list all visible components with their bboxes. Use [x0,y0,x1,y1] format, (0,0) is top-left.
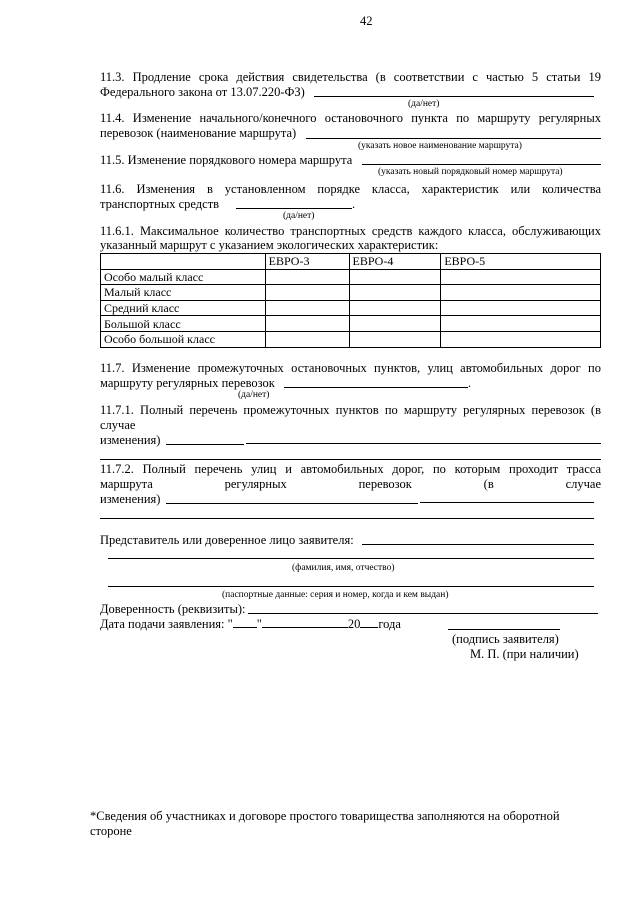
section-11-7-line2-end: . [468,376,472,390]
table-row-label: Особо малый класс [101,269,266,285]
table-input-cell[interactable] [441,331,601,347]
footnote-line1: *Сведения об участниках и договоре простого товарищества заполняются на оборотной [90,809,560,823]
section-11-7-2-field-extra[interactable] [100,518,594,519]
table-row [101,285,601,301]
proxy-label: Доверенность (реквизиты): [100,602,246,616]
table-row [101,300,601,316]
page-number: 42 [360,14,373,28]
date-label-text: Дата подачи заявления: " [100,617,233,631]
section-11-3-line1: 11.3. Продление срока действия свидетельства (в соответствии с частью 5 статьи 19 [100,70,601,84]
table-input-cell[interactable] [349,300,441,316]
section-11-6-line1: 11.6. Изменения в установленном порядке класса, характеристик или количества [100,182,601,196]
stamp-hint: М. П. (при наличии) [470,647,579,661]
section-11-7-1-line1: 11.7.1. Полный перечень промежуточных пунктов по маршруту регулярных перевозок (в [100,403,601,417]
table-input-cell[interactable] [441,300,601,316]
fio-hint: (фамилия, имя, отчество) [292,563,395,573]
section-11-3-hint: (да/нет) [408,99,440,109]
table-header-cell [101,254,266,270]
table-input-cell[interactable] [349,331,441,347]
table-input-cell[interactable] [349,285,441,301]
proxy-field[interactable] [248,613,598,614]
applicant-signature-field[interactable] [448,629,560,630]
section-11-3-line2: Федерального закона от 13.07.220-ФЗ) [100,85,305,99]
section-11-6-1-line1: 11.6.1. Максимальное количество транспортных средств каждого класса, обслуживающих [100,224,601,238]
section-11-7-2-field-end[interactable] [420,502,594,503]
signature-hint: (подпись заявителя) [452,632,559,646]
table-input-cell[interactable] [441,269,601,285]
date-year-field[interactable] [360,617,378,628]
table-input-cell[interactable] [349,269,441,285]
section-11-5-hint: (указать новый порядковый номер маршрута) [378,167,563,177]
date-century: 20 [347,617,361,631]
section-11-5-line1: 11.5. Изменение порядкового номера маршрута [100,153,353,167]
section-11-7-1-field[interactable] [246,443,601,444]
table-input-cell[interactable] [265,285,349,301]
table-row [101,316,601,332]
table-input-cell[interactable] [441,316,601,332]
table-row-label: Малый класс [101,285,266,301]
table-input-cell[interactable] [441,285,601,301]
section-11-7-1-field-short[interactable] [166,444,244,445]
section-11-3-answer-field[interactable] [314,96,594,97]
vehicle-class-table [100,253,601,348]
section-11-7-1-line2: случае [100,418,136,432]
date-day-field[interactable] [233,617,257,628]
representative-label: Представитель или доверенное лицо заявителя: [100,533,354,547]
section-11-4-line2: перевозок (наименование маршрута) [100,126,297,140]
section-11-6-answer-field[interactable] [236,208,352,209]
table-row-label: Средний класс [101,300,266,316]
section-11-7-2-line1: 11.7.2. Полный перечень улиц и автомобильных дорог, по которым проходит трасса [100,462,601,476]
date-month-field[interactable] [262,617,348,628]
section-11-7-2-field[interactable] [166,503,418,504]
section-11-4-line1: 11.4. Изменение начального/конечного остановочного пункта по маршруту регулярных [100,111,601,125]
representative-fio-field[interactable] [108,558,594,559]
table-input-cell[interactable] [265,316,349,332]
section-11-7-hint: (да/нет) [238,390,270,400]
table-row [101,269,601,285]
table-header-row [101,254,601,270]
section-11-6-1-line2: указанный маршрут с указанием экологических характеристик: [100,238,439,252]
section-11-6-line2: транспортных средств [100,197,220,211]
table-input-cell[interactable] [349,316,441,332]
table-row-label: Особо большой класс [101,331,266,347]
table-input-cell[interactable] [265,269,349,285]
section-11-4-route-name-field[interactable] [306,138,601,139]
table-input-cell[interactable] [265,331,349,347]
representative-field[interactable] [362,544,594,545]
section-11-7-1-line3: изменения) [100,433,161,447]
section-11-6-hint: (да/нет) [283,211,315,221]
date-year-word: года [378,617,401,631]
passport-hint: (паспортные данные: серия и номер, когда и кем выдан) [222,590,449,600]
section-11-5-route-number-field[interactable] [362,164,601,165]
section-11-7-2-line3: изменения) [100,492,161,506]
date-quote-close: " [256,617,262,631]
section-11-7-1-field-extra[interactable] [100,459,601,460]
section-11-7-line1: 11.7. Изменение промежуточных остановочных пунктов, улиц автомобильных дорог по [100,361,601,375]
section-11-7-2-line2: маршрута регулярных перевозок (в случае [100,477,601,491]
table-row-label: Большой класс [101,316,266,332]
table-header-cell: ЕВРО-3 [265,254,349,270]
table-row [101,331,601,347]
table-header-cell: ЕВРО-5 [441,254,601,270]
date-label [100,617,401,632]
section-11-7-answer-field[interactable] [284,387,468,388]
table-input-cell[interactable] [265,300,349,316]
section-11-4-hint: (указать новое наименование маршрута) [358,141,522,151]
passport-field[interactable] [108,586,594,587]
table-header-cell: ЕВРО-4 [349,254,441,270]
section-11-6-line2-end: . [352,197,356,211]
footnote-line2: стороне [90,824,132,838]
section-11-7-line2: маршруту регулярных перевозок [100,376,275,390]
